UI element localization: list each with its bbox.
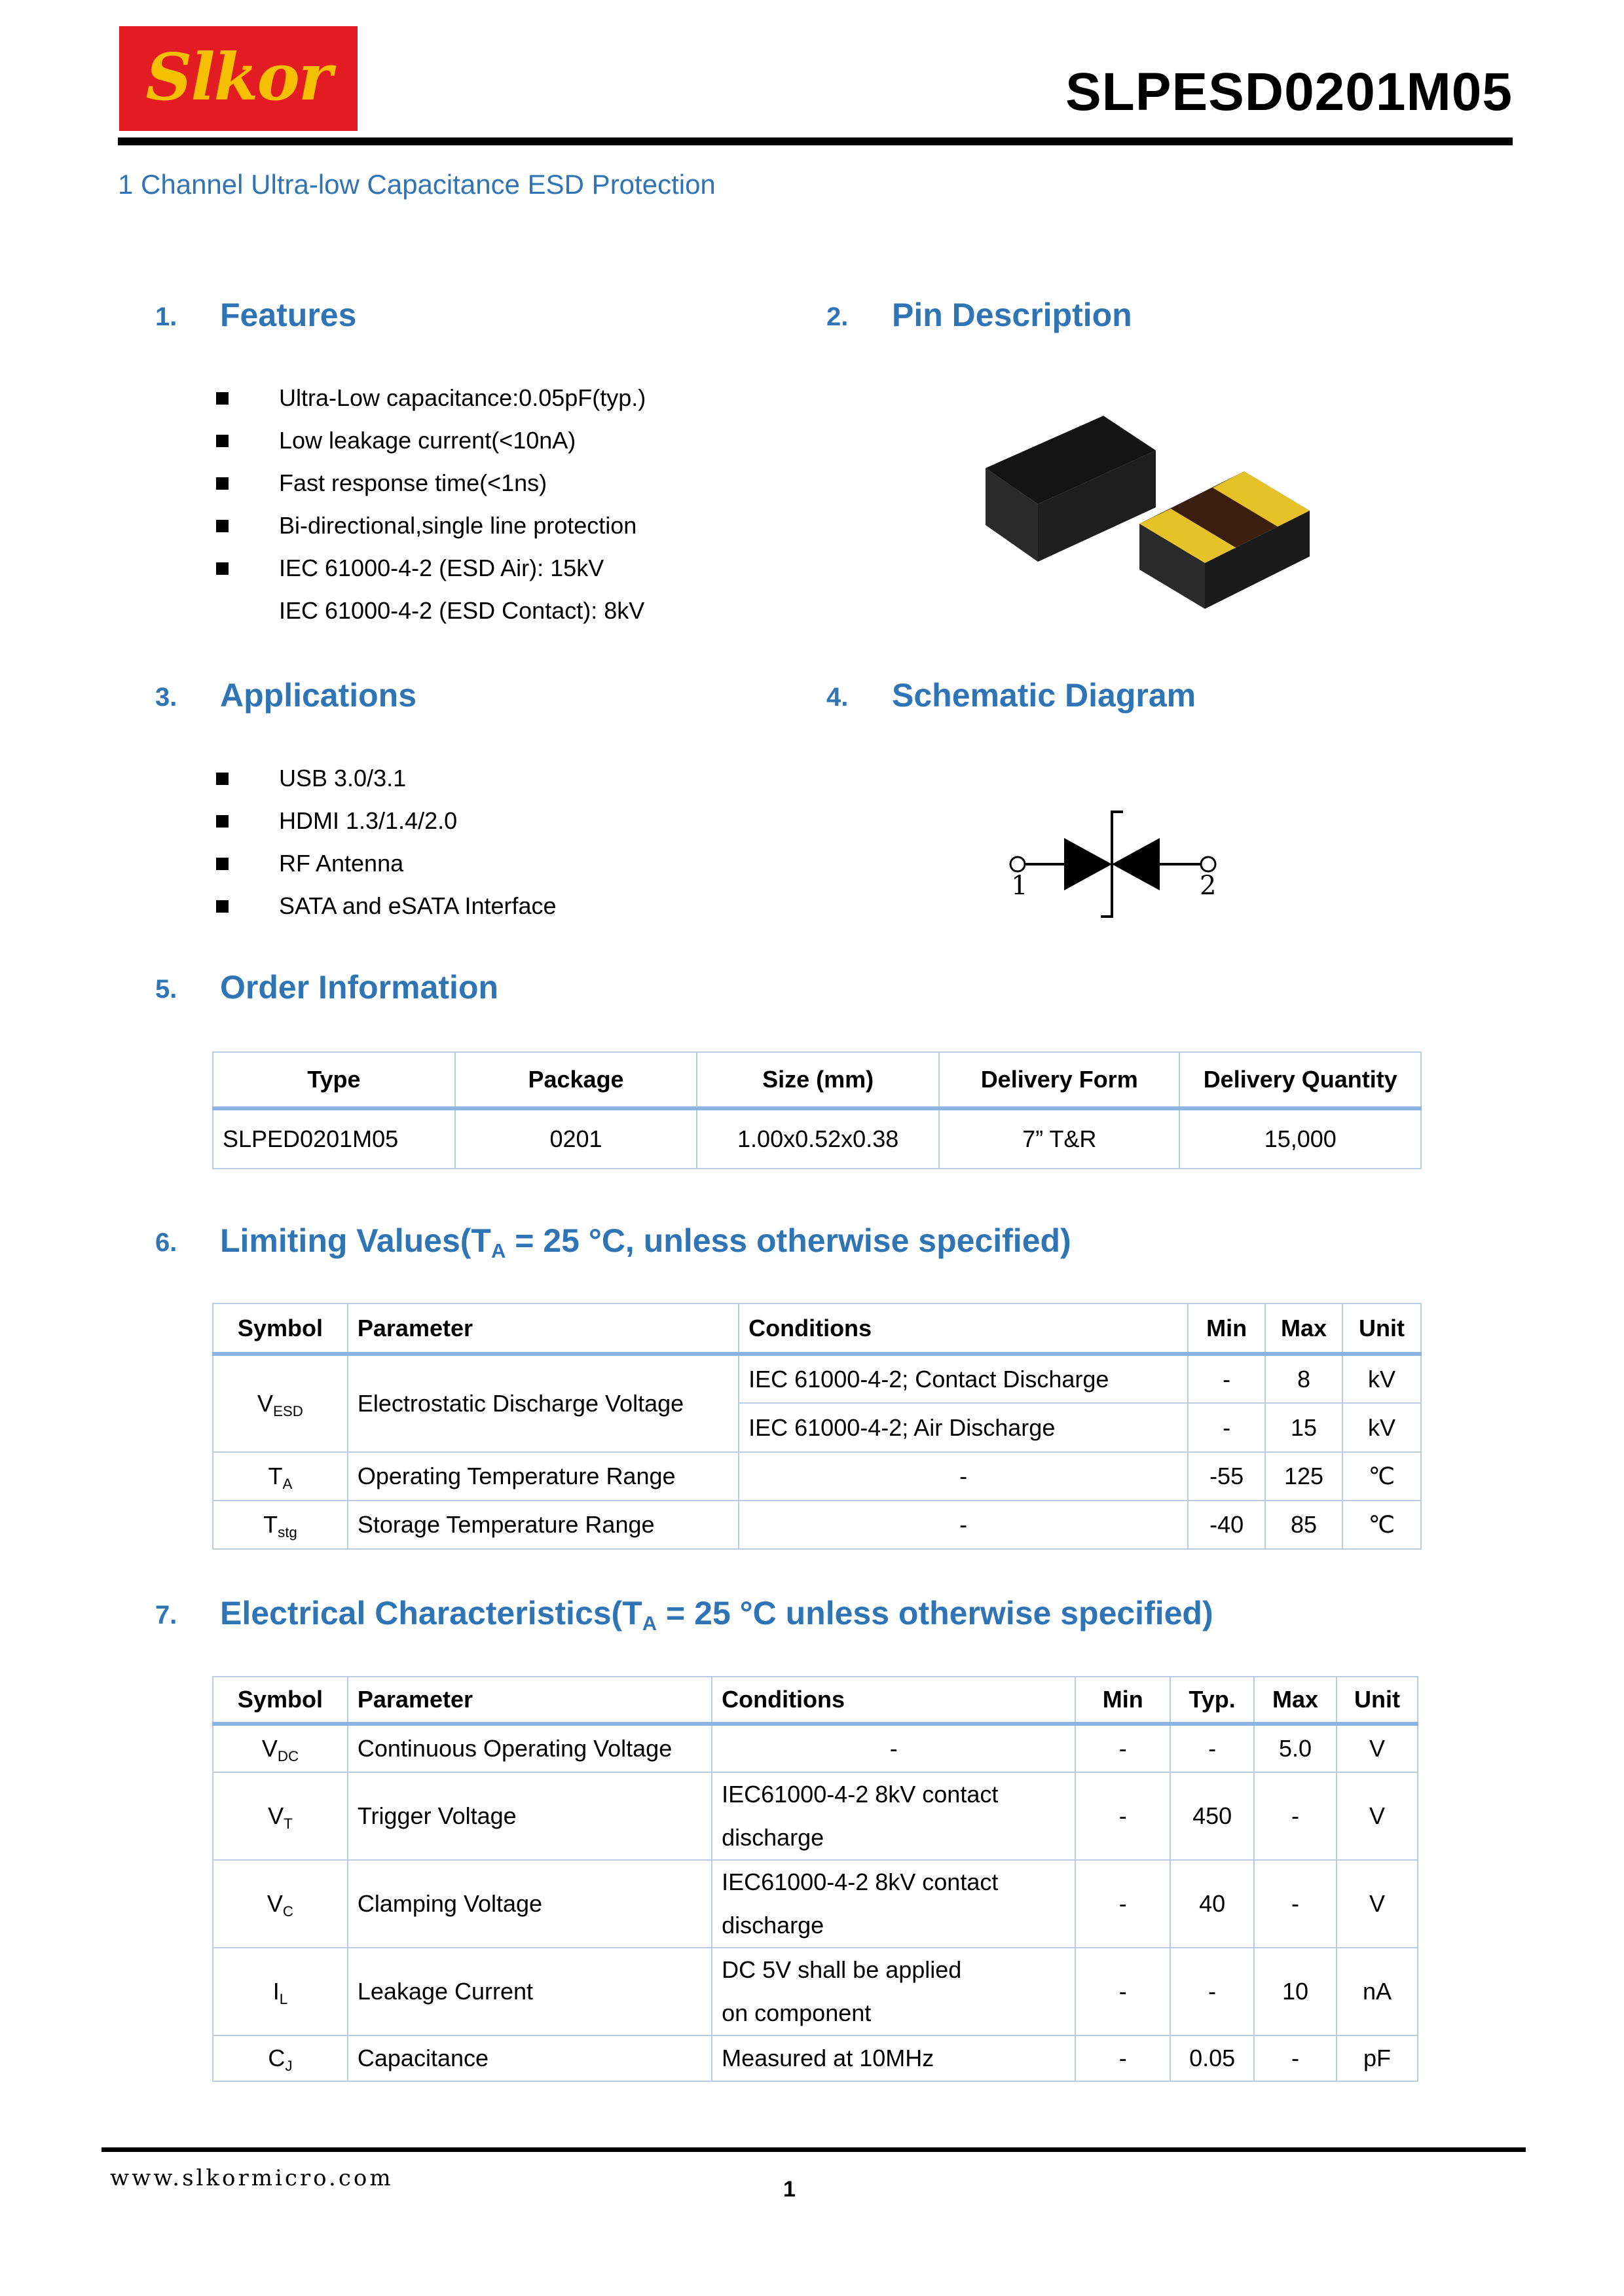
bullet-icon	[216, 815, 229, 828]
symbol-cell: VESD	[213, 1354, 348, 1452]
column-header: Parameter	[348, 1677, 712, 1724]
bullet-icon	[216, 562, 229, 575]
pin-section-title: Pin Description	[892, 297, 1132, 333]
symbol-cell: VT	[213, 1772, 348, 1860]
company-logo	[119, 26, 358, 131]
features-section-title: Features	[220, 297, 357, 333]
footer-website-link[interactable]: www.slkormicro.com	[110, 2165, 394, 2191]
parameter-cell: Storage Temperature Range	[348, 1501, 739, 1549]
order-section-title: Order Information	[220, 969, 499, 1006]
min-cell: -40	[1188, 1501, 1265, 1549]
bullet-icon	[216, 435, 229, 447]
min-cell: -	[1075, 1948, 1170, 2035]
symbol-cell: VC	[213, 1860, 348, 1948]
table-row	[213, 1724, 1418, 1772]
min-cell: -	[1188, 1354, 1265, 1403]
table-row	[213, 1108, 1421, 1169]
applications-list	[216, 757, 792, 927]
column-header: Symbol	[213, 1303, 348, 1354]
list-item: IEC 61000-4-2 (ESD Air): 15kV	[216, 547, 792, 589]
tvs-diode-schematic	[1002, 802, 1225, 920]
bullet-icon	[216, 520, 229, 532]
table-cell: 7” T&R	[939, 1108, 1179, 1169]
diode-2-icon	[1112, 838, 1160, 890]
parameter-cell: Capacitance	[348, 2035, 712, 2081]
conditions-cell: Measured at 10MHz	[712, 2035, 1075, 2081]
column-header: Parameter	[348, 1303, 739, 1354]
symbol-cell: CJ	[213, 2035, 348, 2081]
symbol-cell: Tstg	[213, 1501, 348, 1549]
terminal-2-icon	[1201, 857, 1215, 871]
table-cell: 1.00x0.52x0.38	[697, 1108, 939, 1169]
bullet-icon	[216, 900, 229, 913]
column-header: Delivery Form	[939, 1052, 1179, 1108]
limiting-section-title: Limiting Values(TA = 25 °C, unless otherwise specified)	[220, 1222, 1071, 1263]
diode-1-icon	[1064, 838, 1112, 890]
parameter-cell: Clamping Voltage	[348, 1860, 712, 1948]
table-row	[213, 1772, 1418, 1860]
column-header: Symbol	[213, 1677, 348, 1724]
unit-cell: V	[1337, 1772, 1418, 1860]
column-header: Typ.	[1170, 1677, 1254, 1724]
typ-cell: -	[1170, 1948, 1254, 2035]
pin-1-label: 1	[1011, 871, 1028, 901]
features-section-number: 1.	[155, 302, 177, 331]
list-item-continuation: IEC 61000-4-2 (ESD Contact): 8kV	[279, 597, 645, 624]
schematic-section-title: Schematic Diagram	[892, 677, 1196, 714]
schematic-section-number: 4.	[826, 683, 849, 712]
column-header: Delivery Quantity	[1179, 1052, 1421, 1108]
symbol-cell: IL	[213, 1948, 348, 2035]
max-cell: 10	[1254, 1948, 1337, 2035]
column-header: Unit	[1342, 1303, 1421, 1354]
unit-cell: pF	[1337, 2035, 1418, 2081]
parameter-cell: Continuous Operating Voltage	[348, 1724, 712, 1772]
header-divider	[118, 137, 1513, 145]
footer-divider	[101, 2147, 1526, 2152]
max-cell: 85	[1265, 1501, 1342, 1549]
unit-cell: V	[1337, 1724, 1418, 1772]
min-cell: -55	[1188, 1452, 1265, 1501]
parameter-cell: Trigger Voltage	[348, 1772, 712, 1860]
table-cell: 0201	[455, 1108, 697, 1169]
column-header: Package	[455, 1052, 697, 1108]
max-cell: -	[1254, 1772, 1337, 1860]
electrical-characteristics-table	[212, 1676, 1418, 2082]
logo-text: Slkor	[145, 40, 331, 115]
max-cell: 5.0	[1254, 1724, 1337, 1772]
max-cell: 125	[1265, 1452, 1342, 1501]
min-cell: -	[1075, 1860, 1170, 1948]
list-item: HDMI 1.3/1.4/2.0	[216, 799, 792, 842]
typ-cell: 0.05	[1170, 2035, 1254, 2081]
bullet-icon	[216, 773, 229, 785]
table-header-row	[213, 1052, 1421, 1108]
min-cell: -	[1188, 1403, 1265, 1452]
symbol-cell: VDC	[213, 1724, 348, 1772]
electrical-section-title: Electrical Characteristics(TA = 25 °C unless otherwise specified)	[220, 1595, 1213, 1635]
limiting-section-number: 6.	[155, 1228, 177, 1257]
document-subtitle: 1 Channel Ultra-low Capacitance ESD Protection	[118, 169, 716, 200]
conditions-cell: IEC 61000-4-2; Contact Discharge	[739, 1354, 1188, 1403]
unit-cell: nA	[1337, 1948, 1418, 2035]
column-header: Unit	[1337, 1677, 1418, 1724]
unit-cell: kV	[1342, 1403, 1421, 1452]
package-image	[976, 406, 1323, 615]
conditions-cell: IEC61000-4-2 8kV contact discharge	[712, 1860, 1075, 1948]
table-row	[213, 1354, 1421, 1403]
electrical-section-number: 7.	[155, 1601, 177, 1630]
conditions-cell: -	[712, 1724, 1075, 1772]
typ-cell: 40	[1170, 1860, 1254, 1948]
list-item: USB 3.0/3.1	[216, 757, 792, 799]
column-header: Min	[1188, 1303, 1265, 1354]
column-header: Min	[1075, 1677, 1170, 1724]
unit-cell: kV	[1342, 1354, 1421, 1403]
parameter-cell: Electrostatic Discharge Voltage	[348, 1354, 739, 1452]
bullet-icon	[216, 477, 229, 490]
conditions-cell: -	[739, 1501, 1188, 1549]
table-row	[213, 1501, 1421, 1549]
table-header-row	[213, 1303, 1421, 1354]
page-number: 1	[783, 2177, 796, 2202]
conditions-cell: -	[739, 1452, 1188, 1501]
column-header: Size (mm)	[697, 1052, 939, 1108]
parameter-cell: Leakage Current	[348, 1948, 712, 2035]
column-header: Conditions	[712, 1677, 1075, 1724]
parameter-cell: Operating Temperature Range	[348, 1452, 739, 1501]
table-cell: 15,000	[1179, 1108, 1421, 1169]
list-item: RF Antenna	[216, 842, 792, 884]
bullet-icon	[216, 392, 229, 405]
conditions-cell: DC 5V shall be applied on component	[712, 1948, 1075, 2035]
order-info-table	[212, 1051, 1422, 1169]
symbol-cell: TA	[213, 1452, 348, 1501]
list-item: Ultra-Low capacitance:0.05pF(typ.)	[216, 376, 792, 419]
unit-cell: ℃	[1342, 1501, 1421, 1549]
column-header: Max	[1254, 1677, 1337, 1724]
table-row	[213, 1948, 1418, 2035]
features-list	[216, 376, 792, 632]
max-cell: 15	[1265, 1403, 1342, 1452]
order-section-number: 5.	[155, 975, 177, 1004]
applications-section-number: 3.	[155, 683, 177, 712]
unit-cell: V	[1337, 1860, 1418, 1948]
applications-section-title: Applications	[220, 677, 417, 714]
conditions-cell: IEC 61000-4-2; Air Discharge	[739, 1403, 1188, 1452]
list-item: SATA and eSATA Interface	[216, 884, 792, 927]
table-row	[213, 2035, 1418, 2081]
table-cell: SLPED0201M05	[213, 1108, 455, 1169]
table-row	[213, 1860, 1418, 1948]
pin-2-label: 2	[1200, 871, 1217, 901]
limiting-values-table	[212, 1303, 1422, 1550]
conditions-cell: IEC61000-4-2 8kV contact discharge	[712, 1772, 1075, 1860]
list-item: Fast response time(<1ns)	[216, 462, 792, 504]
list-item: Low leakage current(<10nA)	[216, 419, 792, 462]
table-row	[213, 1452, 1421, 1501]
unit-cell: ℃	[1342, 1452, 1421, 1501]
max-cell: -	[1254, 2035, 1337, 2081]
column-header: Max	[1265, 1303, 1342, 1354]
list-item: Bi-directional,single line protection	[216, 504, 792, 547]
min-cell: -	[1075, 1772, 1170, 1860]
max-cell: 8	[1265, 1354, 1342, 1403]
typ-cell: -	[1170, 1724, 1254, 1772]
part-number-title: SLPESD0201M05	[1065, 62, 1513, 122]
column-header: Type	[213, 1052, 455, 1108]
column-header: Conditions	[739, 1303, 1188, 1354]
max-cell: -	[1254, 1860, 1337, 1948]
bullet-icon	[216, 858, 229, 870]
typ-cell: 450	[1170, 1772, 1254, 1860]
min-cell: -	[1075, 1724, 1170, 1772]
pin-section-number: 2.	[826, 302, 849, 331]
min-cell: -	[1075, 2035, 1170, 2081]
terminal-1-icon	[1010, 857, 1025, 871]
table-header-row	[213, 1677, 1418, 1724]
